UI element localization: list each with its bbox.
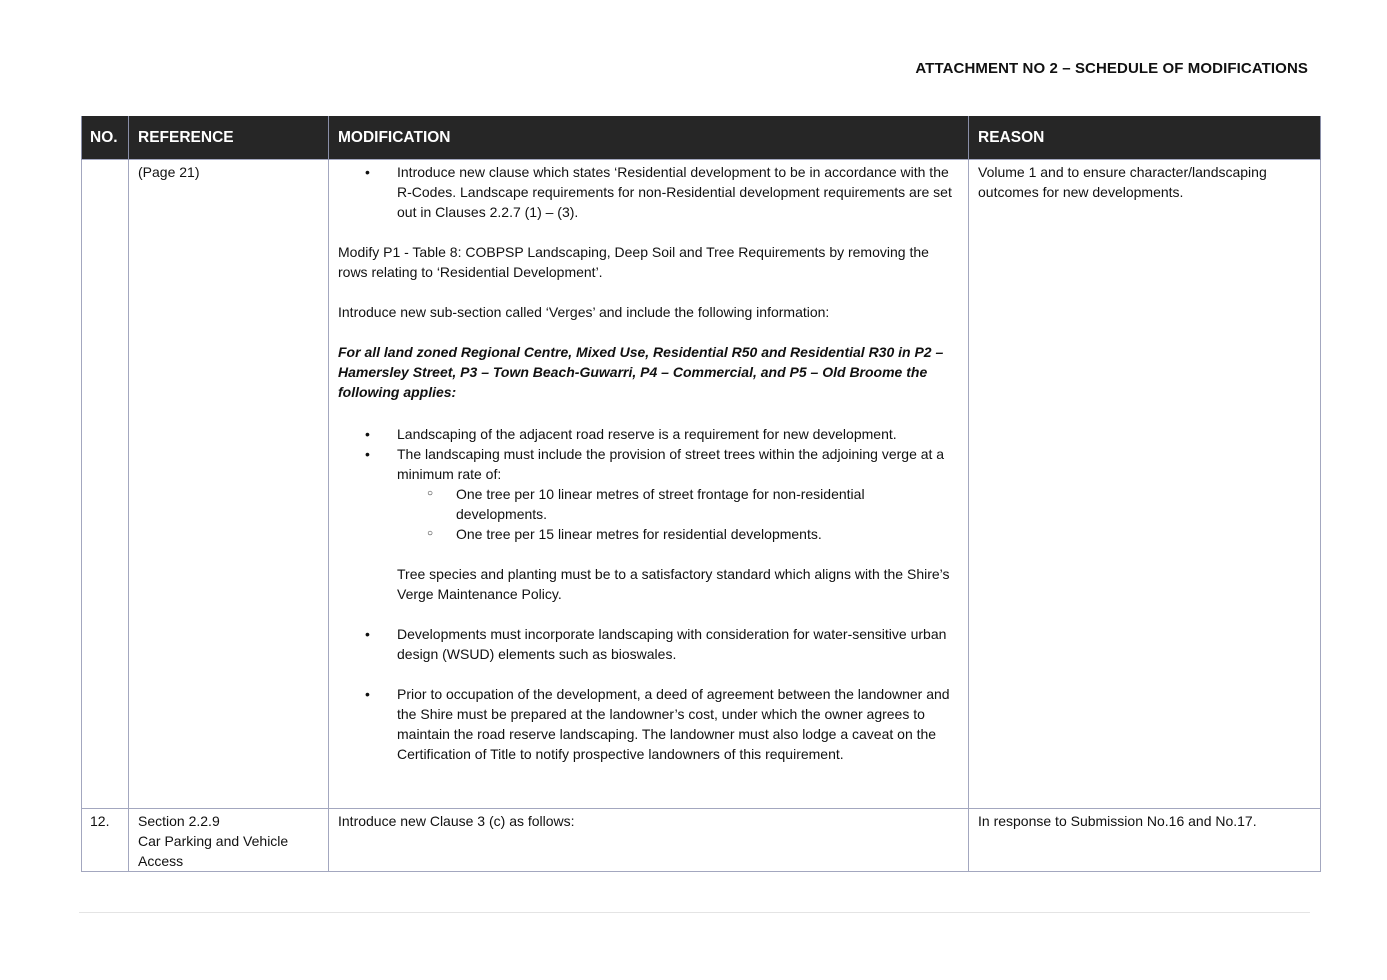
- list-item: [338, 444, 959, 544]
- column-header-no: NO.: [82, 116, 129, 160]
- bullet-list: [338, 162, 959, 222]
- sub-list-item: ○ One tree per 15 linear metres for residential developments.: [397, 524, 959, 544]
- bullet-list: [338, 424, 959, 544]
- sub-list-item: ○ One tree per 10 linear metres of street frontage for non-residential developments.: [397, 484, 959, 524]
- verges-paragraph: Introduce new sub-section called ‘Verges’ and include the following information:: [338, 304, 830, 320]
- sub-list: [397, 484, 959, 544]
- table8-paragraph: Modify P1 - Table 8: COBPSP Landscaping, Deep Soil and Tree Requirements by removing the rows relating to ‘Residential Development’.: [338, 244, 929, 280]
- bullet-list: [338, 624, 959, 664]
- column-header-reason: REASON: [969, 116, 1321, 160]
- bullet-list: [338, 684, 959, 764]
- reference-text: (Page 21): [138, 164, 200, 180]
- modification-cell: Introduce new Clause 3 (c) as follows:: [329, 809, 969, 872]
- row-number-cell: 12.: [82, 809, 129, 872]
- column-header-reference: REFERENCE: [129, 116, 329, 160]
- table-row: [82, 809, 1321, 872]
- species-paragraph: Tree species and planting must be to a satisfactory standard which aligns with the Shire’s Verge Maintenance Policy.: [397, 566, 950, 602]
- schedule-table: [81, 116, 1321, 872]
- reference-cell: [129, 809, 329, 872]
- list-item: • Developments must incorporate landscaping with consideration for water-sensitive urban design (WSUD) elements such as bioswales.: [338, 624, 959, 664]
- column-header-modification: MODIFICATION: [329, 116, 969, 160]
- list-item: • Landscaping of the adjacent road reserve is a requirement for new development.: [338, 424, 959, 444]
- list-item: • Prior to occupation of the development, a deed of agreement between the landowner and the Shire must be prepared at the landowner’s cost, under which the owner agrees to maintain the road reserve landscaping. The landowner must also lodge a caveat on the Certification of Title to notify prospective landowners of this requirement.: [338, 684, 959, 764]
- footer-divider: [79, 912, 1310, 913]
- reason-cell: In response to Submission No.16 and No.17.: [969, 809, 1321, 872]
- reference-cell: [129, 160, 329, 809]
- reason-cell: Volume 1 and to ensure character/landscaping outcomes for new developments.: [969, 160, 1321, 809]
- modification-cell: [329, 160, 969, 809]
- list-item: • Introduce new clause which states ‘Residential development to be in accordance with the R-Codes. Landscape requirements for non-Residential development requirements are set out in Clauses 2.2.7 (1) – (3).: [338, 162, 959, 222]
- row-number-cell: [82, 160, 129, 809]
- table-row: [82, 160, 1321, 809]
- street-trees-text: The landscaping must include the provision of street trees within the adjoining verge at a minimum rate of:: [397, 446, 945, 482]
- document-title: ATTACHMENT NO 2 – SCHEDULE OF MODIFICATIONS: [915, 60, 1308, 77]
- reference-section: Section 2.2.9: [138, 813, 220, 829]
- reference-title: Car Parking and Vehicle Access: [138, 833, 289, 869]
- applies-paragraph: For all land zoned Regional Centre, Mixed Use, Residential R50 and Residential R30 in P2 – Hamersley Street, P3 – Town Beach-Guwarri, P4 – Commercial, and P5 – Old Broome the following applies:: [338, 344, 944, 400]
- table-header-row: [82, 116, 1321, 160]
